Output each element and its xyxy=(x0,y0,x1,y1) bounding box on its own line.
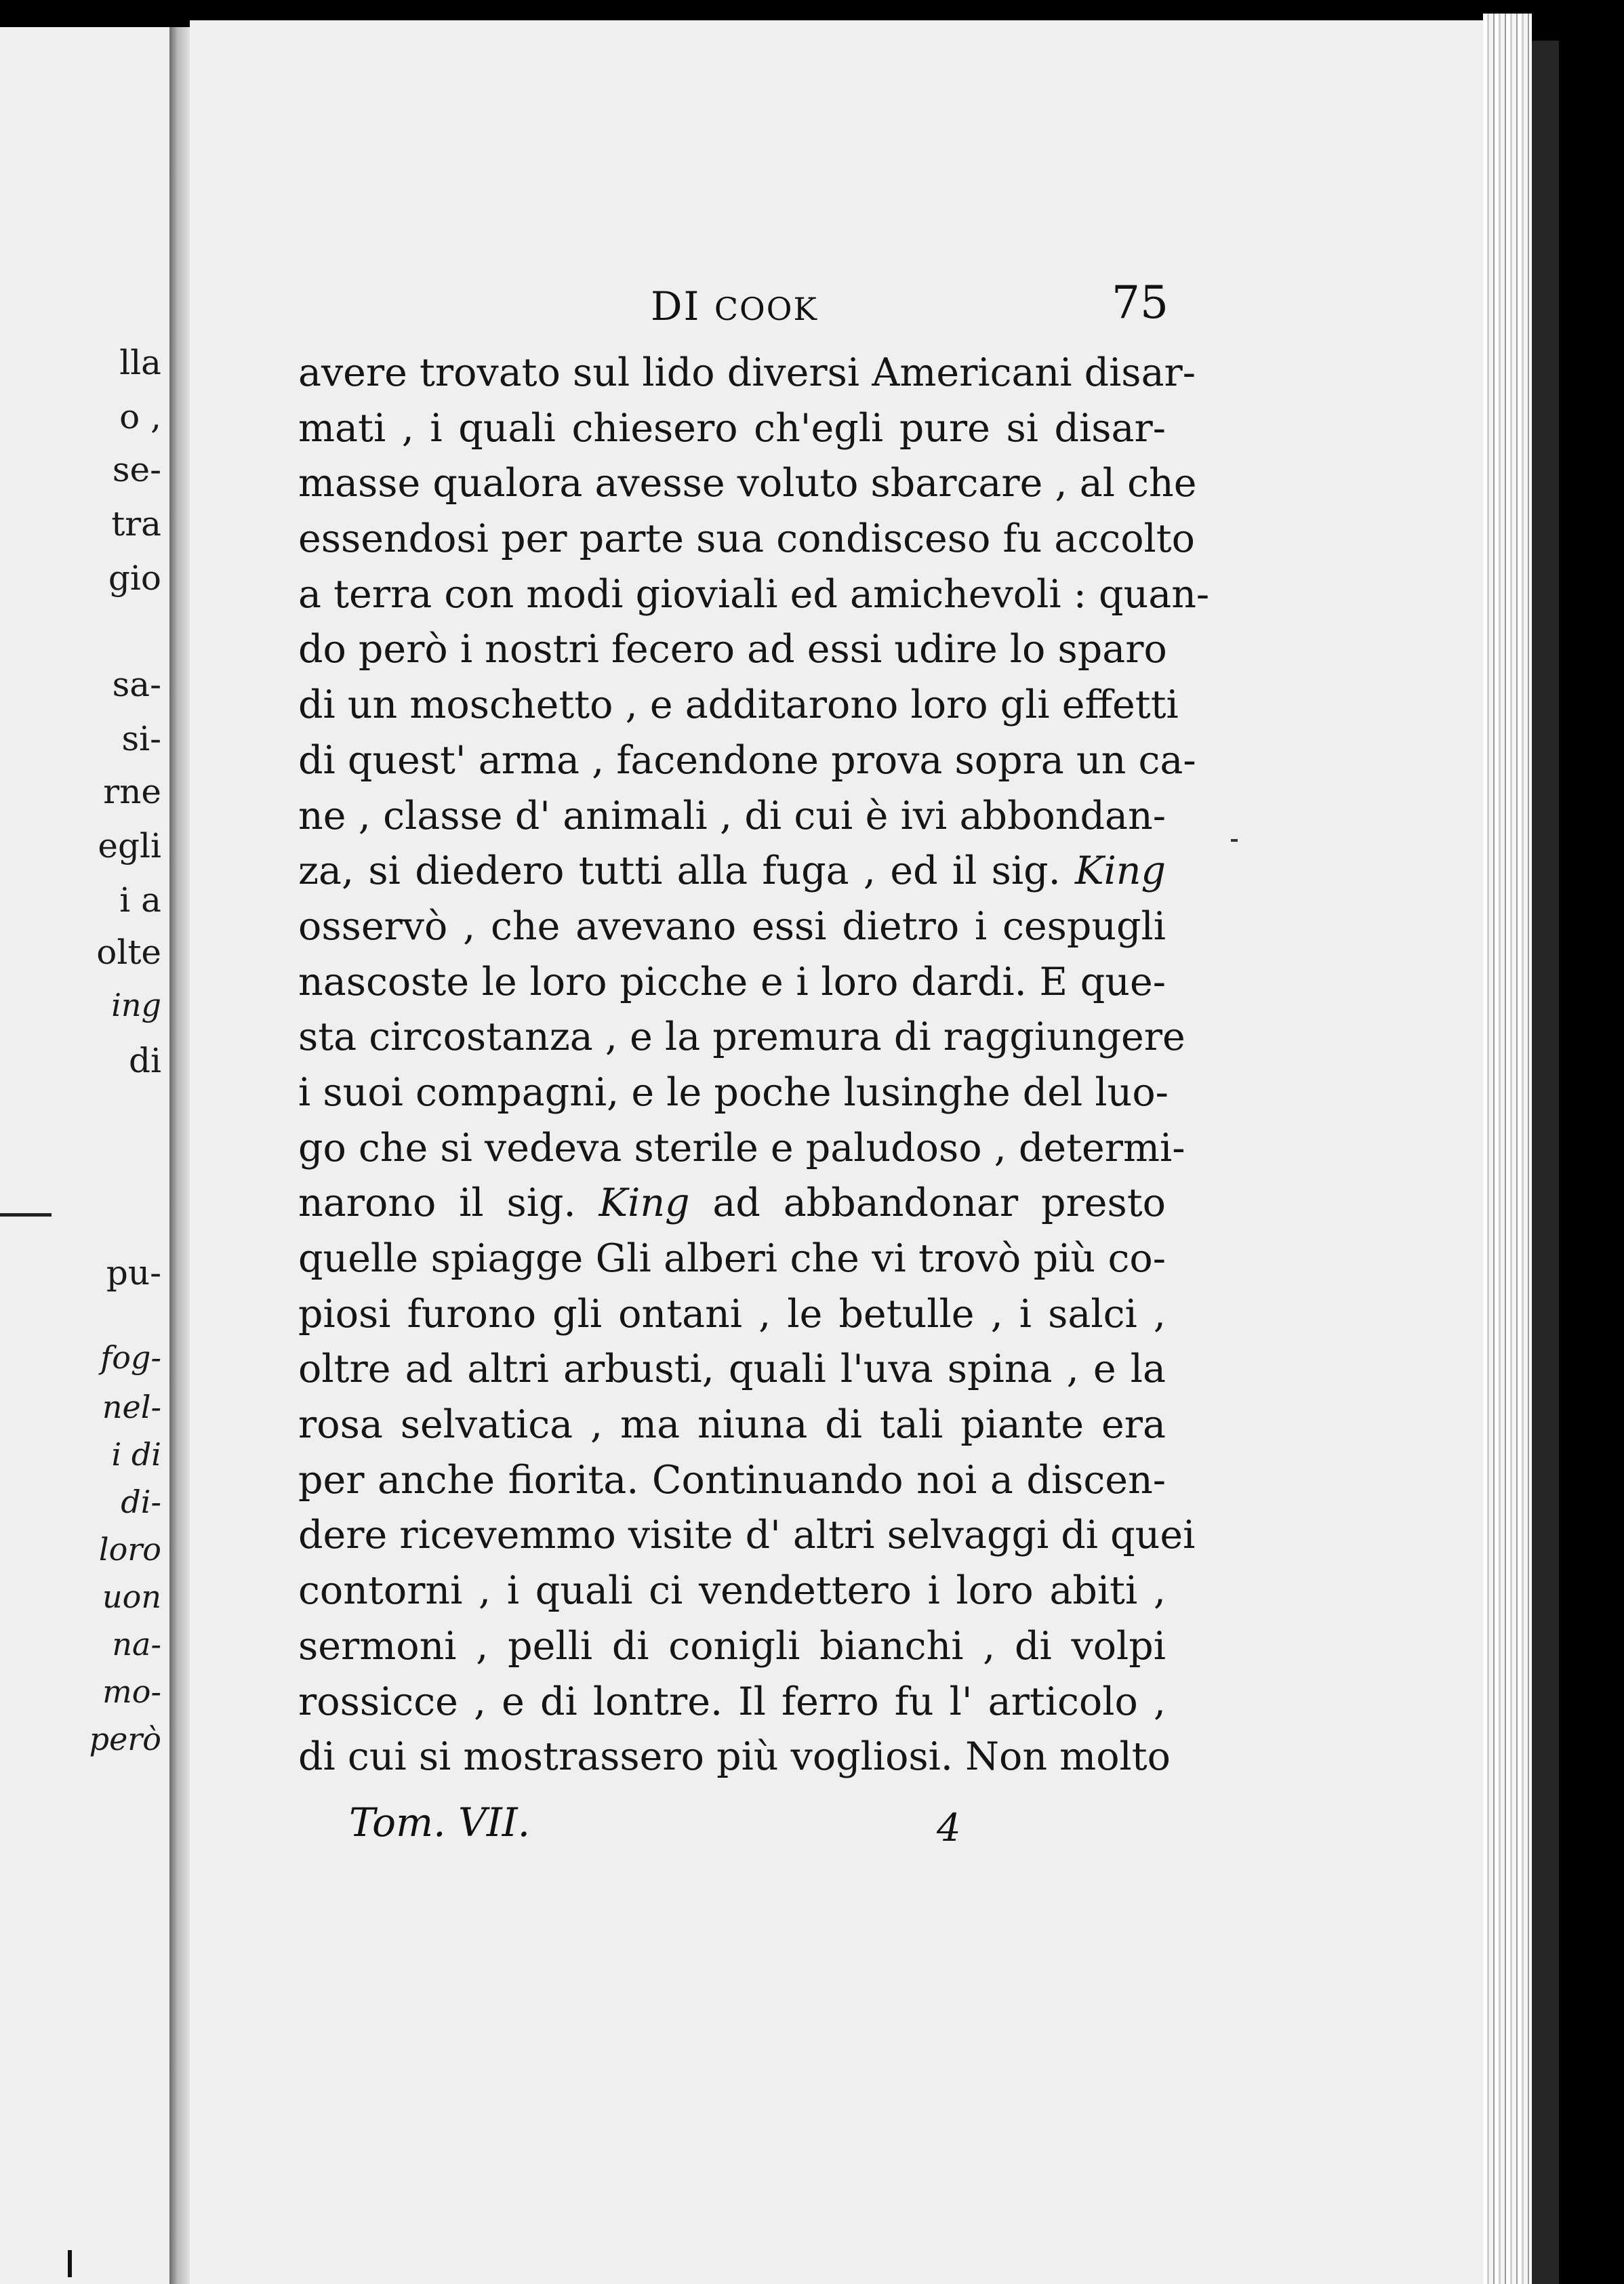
body-line: quelle spiagge Gli alberi che vi trovò più co- xyxy=(298,1236,1166,1281)
left-page-text-fragment: si- xyxy=(121,719,161,758)
body-line: essendosi per parte sua condisceso fu accolto xyxy=(298,516,1195,562)
left-page-text-fragment: i a xyxy=(119,880,161,920)
scan-mark xyxy=(68,2250,72,2277)
body-line: narono il sig. King ad abbandonar presto xyxy=(298,1181,1166,1226)
page-edges xyxy=(1483,14,1532,2284)
body-line: go che si vedeva sterile e paludoso , determi- xyxy=(298,1125,1185,1170)
body-line: di cui si mostrassero più vogliosi. Non molto xyxy=(298,1734,1171,1780)
body-text xyxy=(298,346,1210,1785)
body-line: ne , classe d' animali , di cui è ivi abbondan- xyxy=(298,793,1166,838)
page-number: 75 xyxy=(1112,277,1169,329)
left-page-text-fragment: ing xyxy=(111,987,161,1023)
left-page-text-fragment: egli xyxy=(98,826,161,865)
left-page-text-fragment: però xyxy=(89,1721,161,1757)
body-line: osservò , che avevano essi dietro i cespugli xyxy=(298,903,1166,949)
body-line: rossicce , e di lontre. Il ferro fu l' articolo , xyxy=(298,1679,1166,1724)
left-page-text-fragment: o , xyxy=(119,397,161,436)
running-title-name: COOK xyxy=(714,291,818,327)
body-line: oltre ad altri arbusti, quali l'uva spina , e la xyxy=(298,1347,1166,1392)
left-page-text-fragment: nel- xyxy=(102,1389,161,1425)
body-line: avere trovato sul lido diversi Americani disar- xyxy=(298,350,1196,395)
body-line: di quest' arma , facendone prova sopra un ca- xyxy=(298,737,1196,783)
left-page-text-fragment: tra xyxy=(111,504,161,544)
left-page-text-fragment: di- xyxy=(121,1484,161,1520)
left-page-text-fragment: i di xyxy=(111,1436,161,1473)
body-line: piosi furono gli ontani , le betulle , i salci , xyxy=(298,1291,1166,1337)
left-page-fragment xyxy=(0,27,171,2284)
left-page-text-fragment: sa- xyxy=(112,665,161,704)
left-page-text-fragment: mo- xyxy=(102,1673,161,1710)
body-line: masse qualora avesse voluto sbarcare , al che xyxy=(298,461,1197,506)
body-line: di un moschetto , e additarono loro gli effetti xyxy=(298,682,1179,728)
body-line: za, si diedero tutti alla fuga , ed il sig. King xyxy=(298,849,1166,894)
left-page-text-fragment: lla xyxy=(119,343,161,382)
book-cover-edge xyxy=(1532,41,1559,2284)
left-page-text-fragment: loro xyxy=(98,1531,161,1568)
left-page-text-fragment: pu- xyxy=(106,1253,161,1292)
left-page-text-fragment: na- xyxy=(112,1626,161,1663)
running-title-prefix: DI xyxy=(651,283,701,329)
running-title xyxy=(651,283,818,329)
volume-label: Tom. VII. xyxy=(349,1799,531,1845)
body-line: sermoni , pelli di conigli bianchi , di volpi xyxy=(298,1623,1166,1669)
left-page-text-fragment: olte xyxy=(96,933,161,972)
left-page-text-fragment: uon xyxy=(102,1578,161,1615)
body-line: dere ricevemmo visite d' altri selvaggi di quei xyxy=(298,1513,1196,1558)
left-page-text-fragment: rne xyxy=(103,772,161,811)
body-line: nascoste le loro picche e i loro dardi. E que- xyxy=(298,959,1166,1004)
left-page-text-fragment: gio xyxy=(108,558,161,598)
body-line: a terra con modi gioviali ed amichevoli : quan- xyxy=(298,571,1210,617)
left-page-text-fragment: fog- xyxy=(100,1339,161,1376)
body-line: i suoi compagni, e le poche lusinghe del luo- xyxy=(298,1069,1169,1115)
book-gutter xyxy=(169,27,190,2284)
body-line: sta circostanza , e la premura di raggiungere xyxy=(298,1015,1185,1060)
body-line: rosa selvatica , ma niuna di tali piante era xyxy=(298,1402,1166,1448)
left-page-text-fragment: se- xyxy=(112,450,161,489)
body-line: contorni , i quali ci vendettero i loro abiti , xyxy=(298,1568,1166,1614)
body-line: do però i nostri fecero ad essi udire lo sparo xyxy=(298,627,1167,672)
body-line: per anche fiorita. Continuando noi a discen- xyxy=(298,1457,1166,1503)
signature-mark: 4 xyxy=(937,1806,961,1850)
footnote-rule xyxy=(0,1213,52,1217)
left-page-text-fragment: di xyxy=(129,1041,161,1080)
margin-mark xyxy=(1231,839,1238,842)
body-line: mati , i quali chiesero ch'egli pure si disar- xyxy=(298,405,1166,451)
